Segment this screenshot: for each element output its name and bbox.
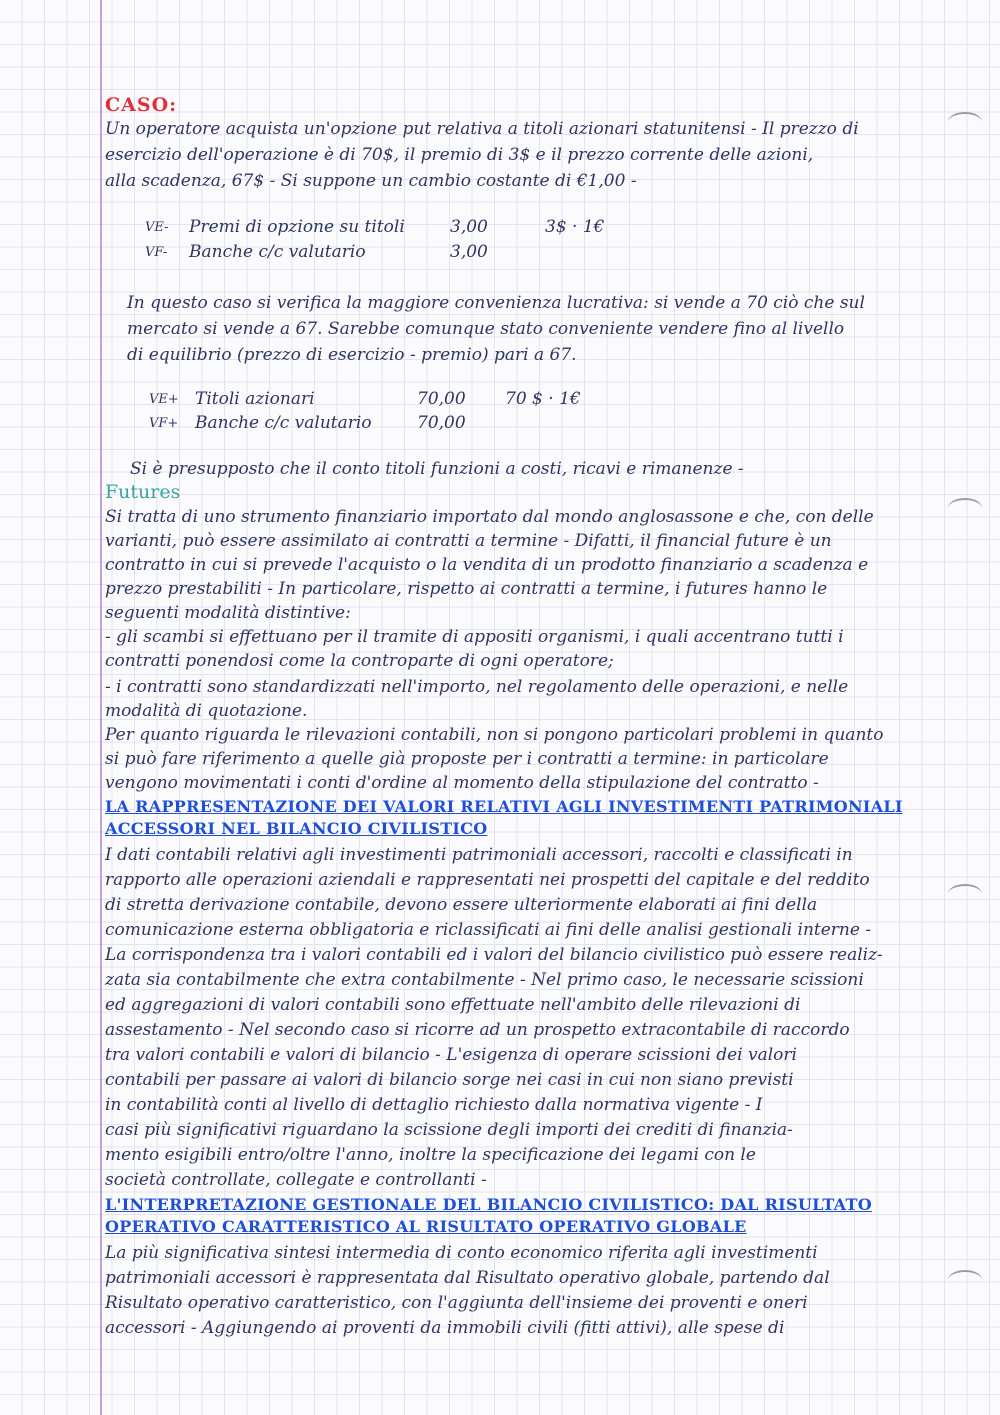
entry-code: VF- [145,245,168,260]
text-line: società controllate, collegate e controllanti - [105,1170,487,1190]
text-line: Un operatore acquista un'opzione put relativa a titoli azionari statunitensi - Il prezzo di [105,119,859,139]
text-line: assestamento - Nel secondo caso si ricorre ad un prospetto extracontabile di raccordo [105,1020,850,1040]
entry-note: 3$ · 1€ [545,217,605,237]
text-line: rapporto alle operazioni aziendali e rappresentati nei prospetti del capitale e del reddito [105,870,870,890]
futures-heading: Futures [105,481,181,503]
text-line: di stretta derivazione contabile, devono essere ulteriormente elaborati ai fini della [105,895,818,915]
text-line: contabili per passare ai valori di bilancio sorge nei casi in cui non siano previsti [105,1070,794,1090]
entry-account: Banche c/c valutario [195,413,372,433]
section-heading: LA RAPPRESENTAZIONE DEI VALORI RELATIVI AGLI INVESTIMENTI PATRIMONIALI [105,797,903,816]
list-item: modalità di quotazione. [105,701,308,721]
section-heading: ACCESSORI NEL BILANCIO CIVILISTICO [105,819,488,838]
text-line: I dati contabili relativi agli investimenti patrimoniali accessori, raccolti e classificati in [105,845,853,865]
binder-hole [948,1270,982,1290]
text-line: tra valori contabili e valori di bilancio - L'esigenza di operare scissioni dei valori [105,1045,797,1065]
text-line: casi più significativi riguardano la scissione degli importi dei crediti di finanzia- [105,1120,793,1140]
text-line: Si è presupposto che il conto titoli funzioni a costi, ricavi e rimanenze - [130,459,744,479]
binder-hole [948,498,982,518]
entry-amount: 70,00 [417,413,466,433]
entry-code: VE+ [149,392,179,407]
caso-heading: CASO: [105,94,178,116]
text-line: In questo caso si verifica la maggiore convenienza lucrativa: si vende a 70 ciò che sul [127,293,865,313]
text-line: si può fare riferimento a quelle già proposte per i contratti a termine: in particolare [105,749,829,769]
list-item: - gli scambi si effettuano per il tramite di appositi organismi, i quali accentrano tutti i [105,627,844,647]
section-heading: L'INTERPRETAZIONE GESTIONALE DEL BILANCIO CIVILISTICO: DAL RISULTATO [105,1195,872,1214]
margin-line [100,0,102,1415]
list-item: contratti ponendosi come la controparte di ogni operatore; [105,651,614,671]
entry-note: 70 $ · 1€ [505,389,581,409]
entry-account: Banche c/c valutario [189,242,366,262]
list-item: - i contratti sono standardizzati nell'importo, nel regolamento delle operazioni, e nelle [105,677,849,697]
text-line: contratto in cui si prevede l'acquisto o la vendita di un prodotto finanziario a scadenza e [105,555,869,575]
entry-account: Titoli azionari [195,389,315,409]
binder-hole [948,112,982,132]
text-line: prezzo prestabiliti - In particolare, rispetto ai contratti a termine, i futures hanno le [105,579,828,599]
text-line: accessori - Aggiungendo ai proventi da immobili civili (fitti attivi), alle spese di [105,1318,785,1338]
text-line: varianti, può essere assimilato ai contratti a termine - Difatti, il financial future è un [105,531,832,551]
text-line: La corrispondenza tra i valori contabili ed i valori del bilancio civilistico può essere realiz- [105,945,883,965]
entry-account: Premi di opzione su titoli [189,217,405,237]
text-line: seguenti modalità distintive: [105,603,351,623]
text-line: La più significativa sintesi intermedia di conto economico riferita agli investimenti [105,1243,818,1263]
text-line: zata sia contabilmente che extra contabilmente - Nel primo caso, le necessarie scissioni [105,970,864,990]
text-line: alla scadenza, 67$ - Si suppone un cambio costante di €1,00 - [105,171,637,191]
text-line: in contabilità conti al livello di dettaglio richiesto dalla normativa vigente - I [105,1095,763,1115]
section-heading: OPERATIVO CARATTERISTICO AL RISULTATO OPERATIVO GLOBALE [105,1217,747,1236]
text-line: mento esigibili entro/oltre l'anno, inoltre la specificazione dei legami con le [105,1145,756,1165]
text-line: Risultato operativo caratteristico, con l'aggiunta dell'insieme dei proventi e oneri [105,1293,808,1313]
binder-hole [948,884,982,904]
text-line: Si tratta di uno strumento finanziario importato dal mondo anglosassone e che, con delle [105,507,874,527]
text-line: di equilibrio (prezzo di esercizio - premio) pari a 67. [127,345,577,365]
entry-amount: 3,00 [450,217,488,237]
entry-amount: 3,00 [450,242,488,262]
entry-code: VF+ [149,416,179,431]
entry-code: VE- [145,220,169,235]
text-line: vengono movimentati i conti d'ordine al momento della stipulazione del contratto - [105,773,819,793]
text-line: Per quanto riguarda le rilevazioni contabili, non si pongono particolari problemi in quanto [105,725,884,745]
text-line: comunicazione esterna obbligatoria e riclassificati ai fini delle analisi gestionali interne - [105,920,872,940]
text-line: patrimoniali accessori è rappresentata dal Risultato operativo globale, partendo dal [105,1268,830,1288]
entry-amount: 70,00 [417,389,466,409]
text-line: ed aggregazioni di valori contabili sono effettuate nell'ambito delle rilevazioni di [105,995,801,1015]
text-line: esercizio dell'operazione è di 70$, il premio di 3$ e il prezzo corrente delle azioni, [105,145,814,165]
text-line: mercato si vende a 67. Sarebbe comunque stato conveniente vendere fino al livello [127,319,845,339]
